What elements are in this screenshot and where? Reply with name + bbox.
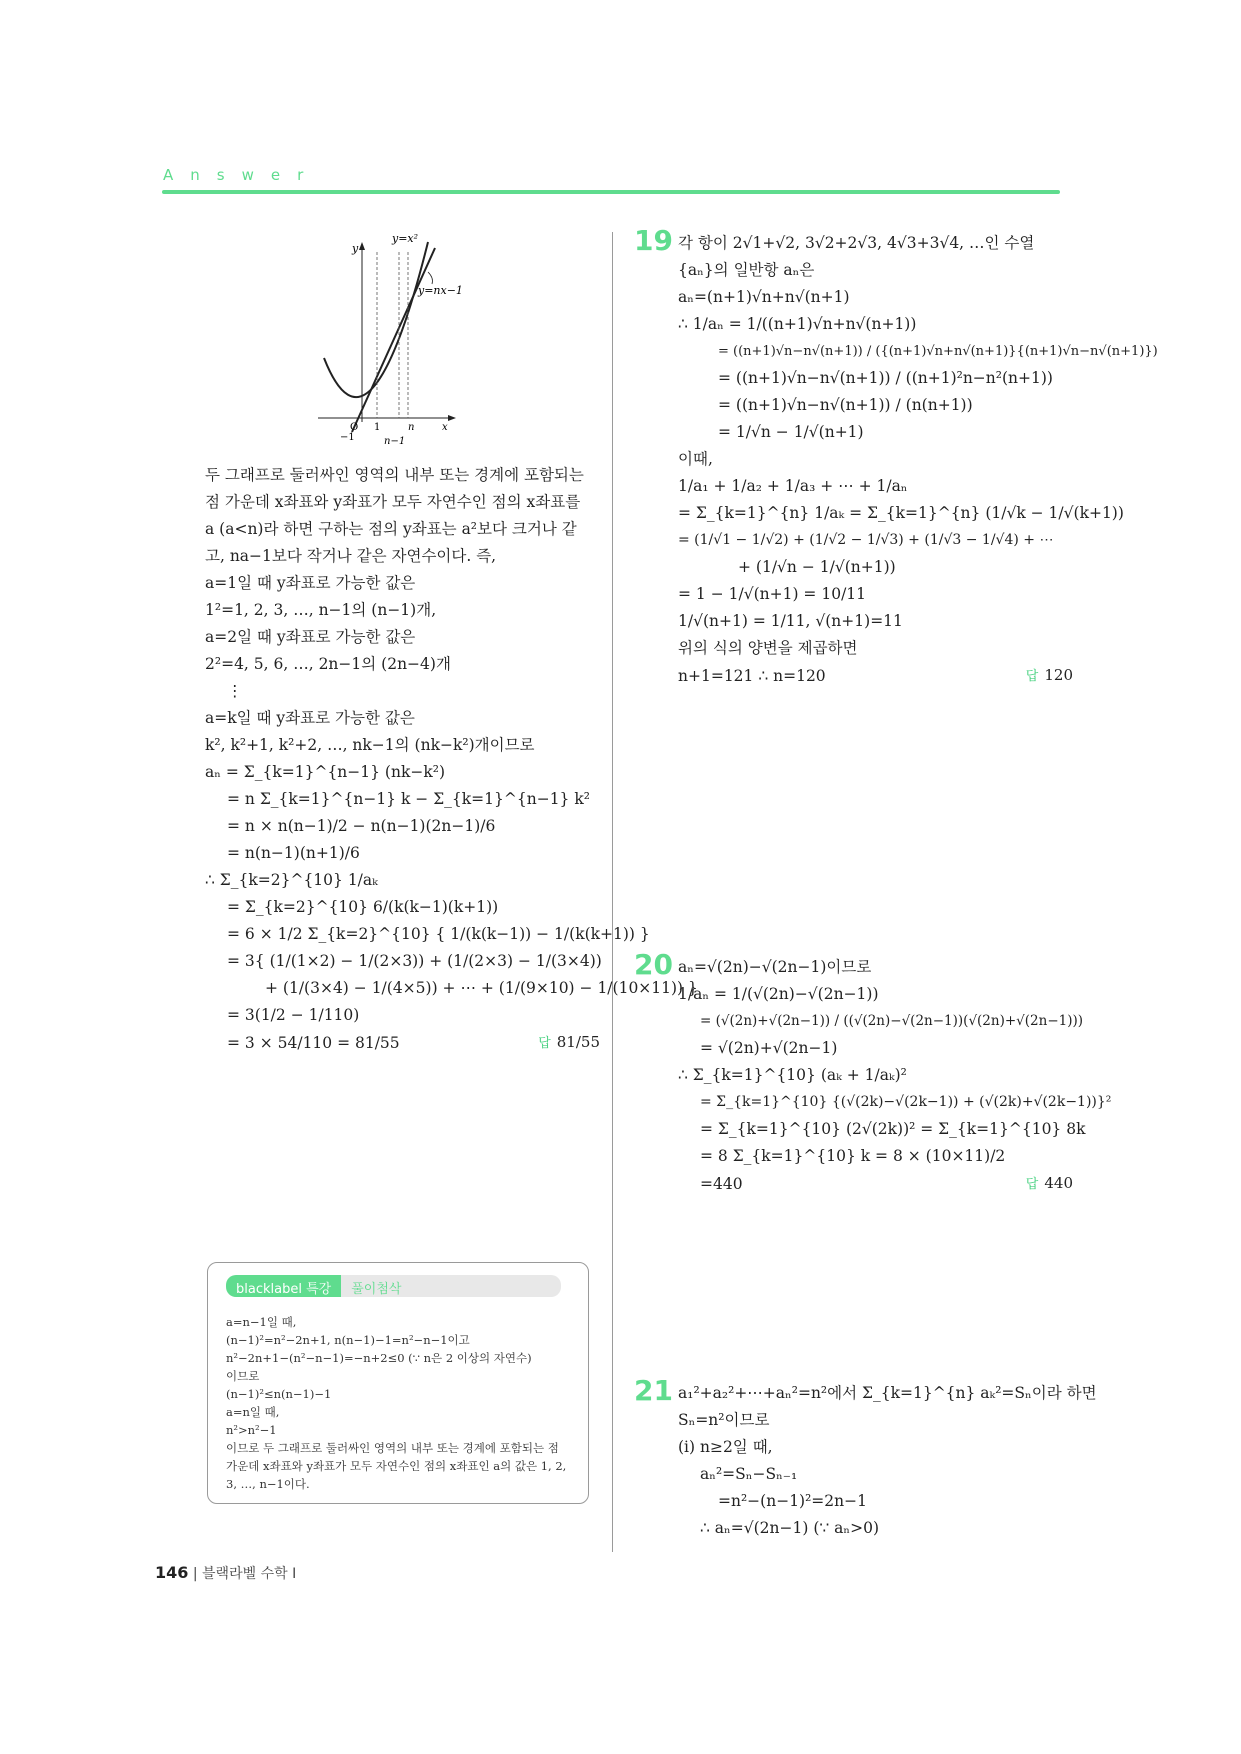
book-title: 블랙라벨 수학 Ⅰ [202, 1566, 297, 1582]
question-21-number: 21 [634, 1374, 673, 1407]
left-answer: 81/55 [556, 1033, 600, 1051]
left-line-9: ⋮ [227, 682, 243, 700]
tip-box [207, 1262, 589, 1504]
left-line-22 [205, 1029, 600, 1057]
q20-line-1: aₙ=√(2n)−√(2n−1)이므로 [678, 958, 872, 976]
q21-line-6: ∴ aₙ=√(2n−1) (∵ aₙ>0) [700, 1519, 879, 1537]
graph-label-m1: −1 [340, 432, 355, 443]
q19-line-5: = ((n+1)√n−n√(n+1)) / ({(n+1)√n+n√(n+1)}{(n+1)√n−n√(n+1)}) [718, 344, 1158, 359]
q20-line-3: = (√(2n)+√(2n−1)) / ((√(2n)−√(2n−1))(√(2n)+√(2n−1))) [700, 1013, 1084, 1029]
q19-line-13: + (1/√n − 1/√(n+1)) [738, 558, 896, 576]
q21-line-2: Sₙ=n²이므로 [678, 1411, 770, 1429]
graph-label-1: 1 [374, 422, 381, 433]
left-line-5: a=1일 때 y좌표로 가능한 값은 [205, 574, 416, 592]
q19-answer-label: 답 [1025, 669, 1039, 684]
q21-line-3: (i) n≥2일 때, [678, 1438, 773, 1456]
q19-line-14: = 1 − 1/√(n+1) = 10/11 [678, 585, 867, 603]
tip-header [226, 1275, 561, 1297]
left-line-14: = n × n(n−1)/2 − n(n−1)(2n−1)/6 [227, 817, 496, 835]
left-line-8: 2²=4, 5, 6, …, 2n−1의 (2n−4)개 [205, 655, 451, 673]
q19-line-8: = 1/√n − 1/√(n+1) [718, 423, 864, 441]
tip-line-9: 가운데 x좌표와 y좌표가 모두 자연수인 점의 x좌표인 a의 값은 1, 2, [226, 1459, 567, 1473]
left-line-21: = 3(1/2 − 1/110) [227, 1006, 360, 1024]
q20-line-4: = √(2n)+√(2n−1) [700, 1039, 838, 1057]
q20-answer-label: 답 [1025, 1177, 1039, 1192]
y-axis-arrow [359, 242, 365, 250]
tip-line-5: (n−1)²≤n(n−1)−1 [226, 1387, 332, 1401]
left-line-12: aₙ = Σ_{k=1}^{n−1} (nk−k²) [205, 763, 445, 781]
tip-line-10: 3, …, n−1이다. [226, 1477, 310, 1491]
header-rule [162, 190, 1060, 194]
left-line-18: = 6 × 1/2 Σ_{k=2}^{10} { 1/(k(k−1)) − 1/(k(k+1)) } [227, 925, 650, 943]
question-19-solution [678, 230, 1158, 690]
tip-line-7: n²>n²−1 [226, 1423, 277, 1437]
left-line-1: 두 그래프로 둘러싸인 영역의 내부 또는 경계에 포함되는 [205, 466, 584, 484]
q19-line-12: = (1/√1 − 1/√2) + (1/√2 − 1/√3) + (1/√3 − 1/√4) + ⋯ [678, 532, 1054, 548]
question-20-solution [678, 954, 1112, 1198]
left-line-4: 고, na−1보다 작거나 같은 자연수이다. 즉, [205, 547, 497, 565]
tip-tag: 풀이첨삭 [341, 1275, 561, 1297]
tip-line-4: 이므로 [226, 1369, 260, 1383]
tip-body [226, 1313, 576, 1493]
q20-answer: 440 [1044, 1174, 1073, 1192]
q19-line-1: 각 항이 2√1+√2, 3√2+2√3, 4√3+3√4, …인 수열 [678, 234, 1035, 252]
q21-line-1: a₁²+a₂²+⋯+aₙ²=n²에서 Σ_{k=1}^{n} aₖ²=Sₙ이라 하면 [678, 1384, 1097, 1402]
parabola-curve [324, 242, 428, 397]
x-axis-arrow [448, 415, 456, 421]
q20-line-7: = Σ_{k=1}^{10} (2√(2k))² = Σ_{k=1}^{10} 8k [700, 1120, 1086, 1138]
graph-label-n: n [408, 422, 415, 433]
q19-line-2: {aₙ}의 일반항 aₙ은 [678, 261, 815, 279]
column-divider [612, 232, 613, 1552]
q21-line-5: =n²−(n−1)²=2n−1 [718, 1492, 867, 1510]
q19-line-6: = ((n+1)√n−n√(n+1)) / ((n+1)²n−n²(n+1)) [718, 369, 1053, 387]
left-line-13: = n Σ_{k=1}^{n−1} k − Σ_{k=1}^{n−1} k² [227, 790, 590, 808]
q20-line-2: 1/aₙ = 1/(√(2n)−√(2n−1)) [678, 985, 879, 1003]
left-line-20: + (1/(3×4) − 1/(4×5)) + ⋯ + (1/(9×10) − 1/(10×11)) } [265, 979, 698, 997]
graph-svg [310, 232, 480, 447]
footer-separator: | [192, 1566, 203, 1582]
question-21-solution [678, 1380, 1097, 1542]
q19-line-4: ∴ 1/aₙ = 1/((n+1)√n+n√(n+1)) [678, 315, 917, 333]
q19-line-3: aₙ=(n+1)√n+n√(n+1) [678, 288, 850, 306]
q19-line-11: = Σ_{k=1}^{n} 1/aₖ = Σ_{k=1}^{n} (1/√k − 1/√(k+1)) [678, 504, 1124, 522]
q20-line-5: ∴ Σ_{k=1}^{10} (aₖ + 1/aₖ)² [678, 1066, 907, 1084]
left-line-17: = Σ_{k=2}^{10} 6/(k(k−1)(k+1)) [227, 898, 499, 916]
header-label: Answer [163, 166, 321, 184]
graph-label-o: O [350, 422, 359, 433]
left-line-11: k², k²+1, k²+2, …, nk−1의 (nk−k²)개이므로 [205, 736, 535, 754]
graph-label-n1: n−1 [384, 436, 406, 447]
page-number: 146 [155, 1563, 189, 1582]
tip-line-2: (n−1)²=n²−2n+1, n(n−1)−1=n²−n−1이고 [226, 1333, 470, 1347]
q19-line-17 [678, 662, 1073, 690]
tip-badge: blacklabel 특강 [226, 1275, 341, 1297]
left-answer-label: 답 [538, 1036, 551, 1051]
graph-label-x: x [442, 422, 448, 433]
question-19-number: 19 [634, 224, 673, 257]
line-graph [352, 248, 435, 432]
graph-label-y: y [352, 242, 359, 255]
q19-line-15: 1/√(n+1) = 1/11, √(n+1)=11 [678, 612, 903, 630]
graph-label-parabola: y=x² [392, 232, 419, 245]
left-final-eq: = 3 × 54/110 = 81/55 [227, 1033, 400, 1052]
question-20-number: 20 [634, 948, 673, 981]
q20-final-eq: =440 [700, 1174, 743, 1193]
left-line-19: = 3{ (1/(1×2) − 1/(2×3)) + (1/(2×3) − 1/(3×4)) [227, 952, 602, 970]
q20-line-8: = 8 Σ_{k=1}^{10} k = 8 × (10×11)/2 [700, 1147, 1006, 1165]
q19-line-7: = ((n+1)√n−n√(n+1)) / (n(n+1)) [718, 396, 973, 414]
q19-answer: 120 [1044, 666, 1073, 684]
tip-line-1: a=n−1일 때, [226, 1315, 297, 1329]
graph-label-line: y=nx−1 [418, 284, 463, 297]
left-line-2: 점 가운데 x좌표와 y좌표가 모두 자연수인 점의 x좌표를 [205, 493, 581, 511]
page-footer [155, 1563, 296, 1583]
q19-line-9: 이때, [678, 450, 713, 468]
graph-figure [310, 232, 480, 447]
left-line-6: 1²=1, 2, 3, …, n−1의 (n−1)개, [205, 601, 437, 619]
q21-line-4: aₙ²=Sₙ−Sₙ₋₁ [700, 1465, 798, 1483]
left-line-16: ∴ Σ_{k=2}^{10} 1/aₖ [205, 871, 378, 889]
left-line-7: a=2일 때 y좌표로 가능한 값은 [205, 628, 416, 646]
q20-line-6: = Σ_{k=1}^{10} {(√(2k)−√(2k−1)) + (√(2k)+√(2k−1))}² [700, 1094, 1112, 1110]
tip-line-6: a=n일 때, [226, 1405, 280, 1419]
leader-curve [428, 272, 433, 284]
left-line-15: = n(n−1)(n+1)/6 [227, 844, 360, 862]
q20-line-9 [678, 1170, 1073, 1198]
q19-line-16: 위의 식의 양변을 제곱하면 [678, 639, 858, 657]
left-line-10: a=k일 때 y좌표로 가능한 값은 [205, 709, 415, 727]
tip-line-3: n²−2n+1−(n²−n−1)=−n+2≤0 (∵ n은 2 이상의 자연수) [226, 1351, 532, 1365]
q19-line-10: 1/a₁ + 1/a₂ + 1/a₃ + ⋯ + 1/aₙ [678, 477, 908, 495]
tip-line-8: 이므로 두 그래프로 둘러싸인 영역의 내부 또는 경계에 포함되는 점 [226, 1441, 559, 1455]
q19-final-eq: n+1=121 ∴ n=120 [678, 666, 826, 685]
left-line-3: a (a<n)라 하면 구하는 점의 y좌표는 a²보다 크거나 같 [205, 520, 577, 538]
